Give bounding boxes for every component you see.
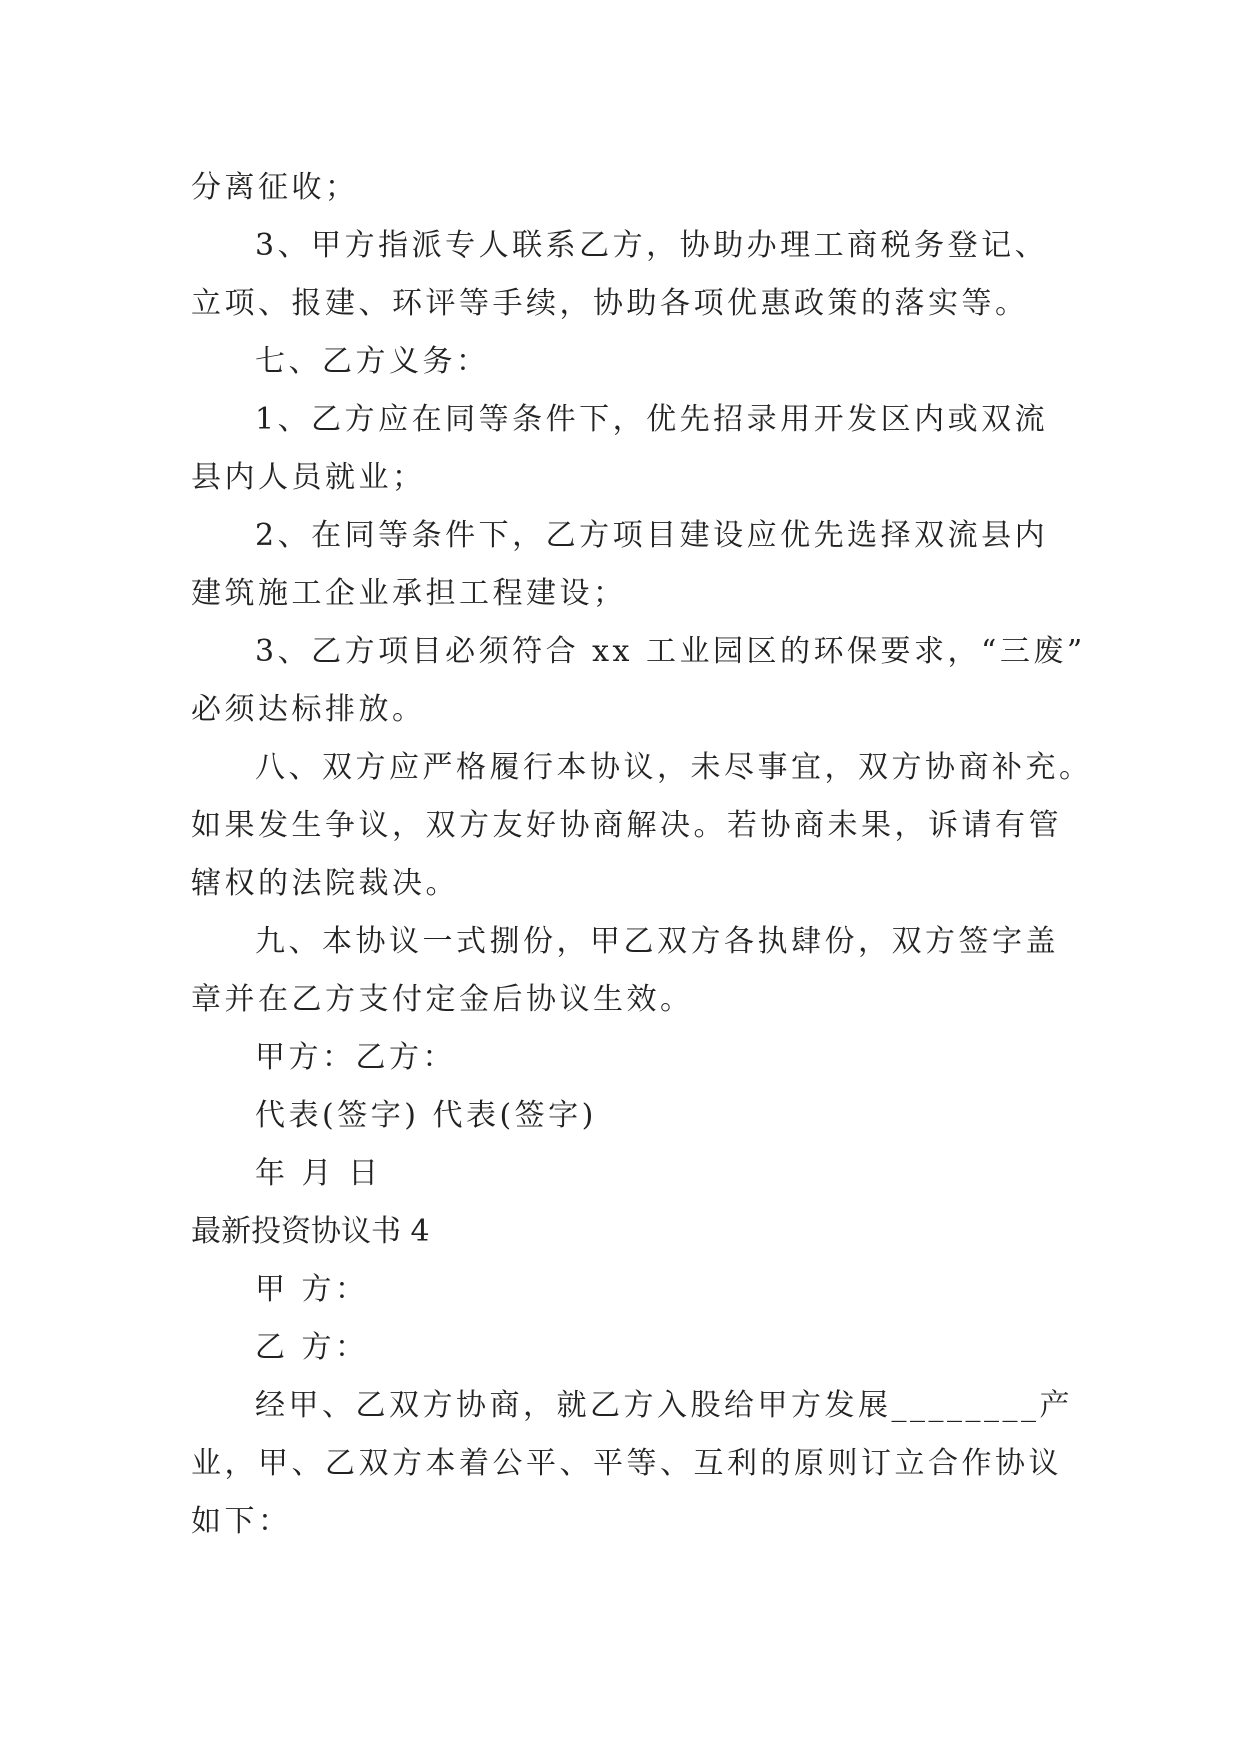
party-a-line: 甲 方： [255, 1272, 369, 1307]
text-line: 必须达标排放。 [191, 692, 426, 727]
date-line: 年 月 日 [255, 1156, 382, 1191]
text-line: 3、甲方指派专人联系乙方，协助办理工商税务登记、 [255, 228, 1049, 263]
text-line: 八、双方应严格履行本协议，未尽事宜，双方协商补充。 [255, 750, 1093, 785]
text-line: 1、乙方应在同等条件下，优先招录用开发区内或双流 [255, 402, 1049, 437]
text-line: 经甲、乙双方协商，就乙方入股给甲方发展________产 [255, 1388, 1073, 1423]
party-b-line: 乙 方： [255, 1330, 369, 1365]
text-line: 辖权的法院裁决。 [191, 866, 459, 901]
text-line: 3、乙方项目必须符合 xx 工业园区的环保要求，“三废” [255, 634, 1086, 669]
document-title: 最新投资协议书 4 [191, 1214, 430, 1249]
text-line: 分离征收； [191, 170, 359, 205]
text-line: 立项、报建、环评等手续，协助各项优惠政策的落实等。 [191, 286, 1029, 321]
section-heading: 七、乙方义务： [255, 344, 490, 379]
text-line: 业，甲、乙双方本着公平、平等、互利的原则订立合作协议 [191, 1446, 1062, 1481]
text-line: 建筑施工企业承担工程建设； [191, 576, 627, 611]
text-line: 2、在同等条件下，乙方项目建设应优先选择双流县内 [255, 518, 1049, 553]
text-line: 如果发生争议，双方友好协商解决。若协商未果，诉请有管 [191, 808, 1062, 843]
text-line: 县内人员就业； [191, 460, 426, 495]
signature-parties-line: 甲方：乙方： [255, 1040, 456, 1075]
text-line: 章并在乙方支付定金后协议生效。 [191, 982, 694, 1017]
text-line: 九、本协议一式捌份，甲乙双方各执肆份，双方签字盖 [255, 924, 1059, 959]
text-line: 如下： [191, 1504, 292, 1539]
signature-representatives-line: 代表(签字) 代表(签字) [255, 1098, 597, 1133]
